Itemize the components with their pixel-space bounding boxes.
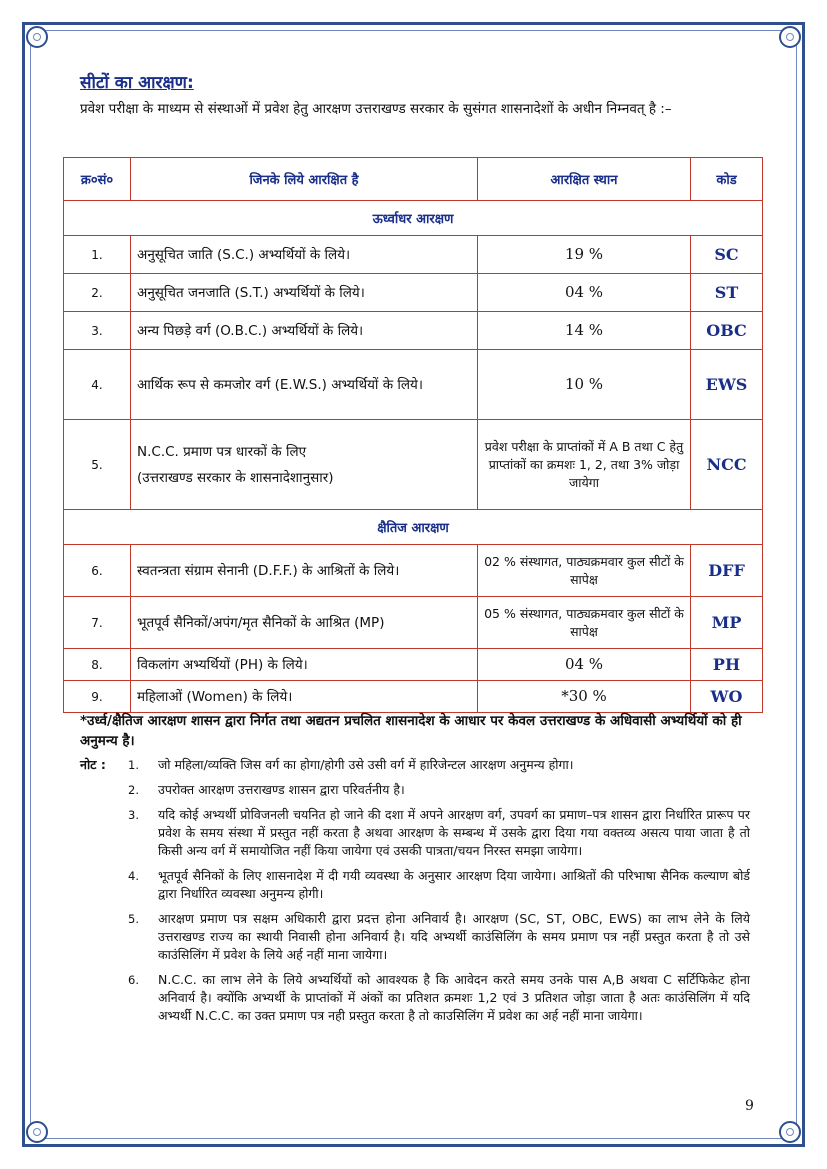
section-row (64, 201, 763, 236)
ncc-description-line1: N.C.C. प्रमाण पत्र धारकों के लिए (137, 443, 307, 460)
row-code: DFF (691, 545, 763, 597)
header-reserved-seats: आरक्षित स्थान (478, 158, 691, 201)
note-item (128, 867, 750, 903)
note-text: यदि कोई अभ्यर्थी प्रोविजनली चयनित हो जाने की दशा में अपने आरक्षण वर्ग, उपवर्ग का प्रमाण–पत्र शासन द्वारा निर्धारित प्रारूप पर प्रवेश के समय संस्था में प्रस्तुत नहीं करता है अथवा आरक्षण के सम्बन्ध में उसके द्वारा दिया गया वक्तव्य असत्य पाया जाता है तो किसी अन्य वर्ग में समायोजित नहीं किया जायेगा एवं उसकी पात्रता/चयन निरस्त समझा जायेगा। (158, 807, 750, 858)
row-description: विकलांग अभ्यर्थियों (PH) के लिये। (131, 649, 478, 681)
note-number: 2. (128, 783, 139, 797)
ncc-description-line2: (उत्तराखण्ड सरकार के शासनादेशानुसार) (137, 469, 334, 486)
row-reserved-place: 10 % (478, 350, 691, 420)
reservation-table (63, 157, 763, 713)
row-number: 9. (64, 681, 131, 713)
row-code: PH (691, 649, 763, 681)
section-row (64, 510, 763, 545)
note-item (128, 806, 750, 860)
table-header-row (64, 158, 763, 201)
note-label: नोट : (80, 757, 106, 772)
note-item (128, 971, 750, 1025)
row-reserved-place: प्रवेश परीक्षा के प्राप्तांकों में A B तथा C हेतु प्राप्तांकों का क्रमशः 1, 2, तथा 3% जोड़ा जायेगा (478, 420, 691, 510)
table-row (64, 420, 763, 510)
row-code: SC (691, 236, 763, 274)
row-reserved-place: 05 % संस्थागत, पाठ्यक्रमवार कुल सीटों के सापेक्ष (478, 597, 691, 649)
row-number: 7. (64, 597, 131, 649)
note-text: N.C.C. का लाभ लेने के लिये अभ्यर्थियों को आवश्यक है कि आवेदन करते समय उनके पास A,B अथवा C सर्टिफिकेट होना अनिवार्य है। क्योंकि अभ्यर्थी के प्राप्तांकों में अंकों का प्रतिशत क्रमशः 1,2 एवं 3 प्रतिशत जोड़ा जाता है अतः काउंसिलिंग में यदि अभ्यर्थी N.C.C. का उक्त प्रमाण पत्र नही प्रस्तुत करता है तो काउसिलिंग में प्रवेश का अर्ह नहीं माना जायेगा। (158, 972, 750, 1023)
row-reserved-place: 14 % (478, 312, 691, 350)
row-reserved-place: 02 % संस्थागत, पाठ्यक्रमवार कुल सीटों के सापेक्ष (478, 545, 691, 597)
row-code: MP (691, 597, 763, 649)
note-text: भूतपूर्व सैनिकों के लिए शासनादेश में दी गयी व्यवस्था के अनुसार आरक्षण दिया जायेगा। आश्रितों की परिभाषा सैनिक कल्याण बोर्ड द्वारा निर्धारित व्यवस्था अनुमन्य होगी। (158, 868, 750, 901)
row-code: ST (691, 274, 763, 312)
note-text: जो महिला/व्यक्ति जिस वर्ग का होगा/होगी उसे उसी वर्ग में हारिजेन्टल आरक्षण अनुमन्य होगा। (158, 757, 574, 772)
row-description: स्वतन्त्रता संग्राम सेनानी (D.F.F.) के आश्रितों के लिये। (131, 545, 478, 597)
row-number: 5. (64, 420, 131, 510)
table-row (64, 597, 763, 649)
reservation-footnote: *उर्ध्व/क्षैतिज आरक्षण शासन द्वारा निर्गत तथा अद्यतन प्रचलित शासनादेश के आधार पर केवल उत्तराखण्ड के अधिवासी अभ्यर्थियों को ही अनुमन्य है। (80, 713, 742, 749)
header-serial: क्र०सं० (64, 158, 131, 201)
row-description: अन्य पिछड़े वर्ग (O.B.C.) अभ्यर्थियों के लिये। (131, 312, 478, 350)
row-code: WO (691, 681, 763, 713)
table-row (64, 350, 763, 420)
corner-ornament (26, 1121, 48, 1143)
row-description: अनुसूचित जनजाति (S.T.) अभ्यर्थियों के लिये। (131, 274, 478, 312)
row-code: NCC (691, 420, 763, 510)
row-number: 1. (64, 236, 131, 274)
row-reserved-place: 04 % (478, 649, 691, 681)
notes-list (128, 756, 750, 1032)
table-row (64, 545, 763, 597)
row-description-ncc (131, 420, 478, 510)
note-number: 4. (128, 869, 139, 883)
note-number: 1. (128, 758, 139, 772)
page-number: 9 (745, 1098, 754, 1114)
table-row (64, 312, 763, 350)
row-number: 2. (64, 274, 131, 312)
note-text: आरक्षण प्रमाण पत्र सक्षम अधिकारी द्वारा प्रदत्त होना अनिवार्य है। आरक्षण (SC, ST, OBC, EWS) का लाभ लेने के लिये उत्तराखण्ड राज्य का स्थायी निवासी होना अनिवार्य है। यदि अभ्यर्थी काउंसिलिंग के समय प्रमाण पत्र नहीं प्रस्तुत करता है तो उसे काउंसिलिंग में प्रवेश के लिये अर्ह नहीं माना जायेगा। (158, 911, 750, 962)
corner-ornament (779, 26, 801, 48)
note-number: 3. (128, 808, 139, 822)
corner-ornament (26, 26, 48, 48)
section-horizontal-reservation: क्षैतिज आरक्षण (64, 510, 763, 545)
note-number: 6. (128, 973, 139, 987)
note-text: उपरोक्त आरक्षण उत्तराखण्ड शासन द्वारा परिवर्तनीय है। (158, 782, 405, 797)
row-description: महिलाओं (Women) के लिये। (131, 681, 478, 713)
row-number: 4. (64, 350, 131, 420)
corner-ornament (779, 1121, 801, 1143)
section-vertical-reservation: ऊर्ध्वाधर आरक्षण (64, 201, 763, 236)
header-reserved-for: जिनके लिये आरक्षित है (131, 158, 478, 201)
table-row (64, 649, 763, 681)
row-number: 6. (64, 545, 131, 597)
header-code: कोड (691, 158, 763, 201)
row-reserved-place: *30 % (478, 681, 691, 713)
table-row (64, 681, 763, 713)
row-number: 3. (64, 312, 131, 350)
note-item (128, 910, 750, 964)
intro-paragraph: प्रवेश परीक्षा के माध्यम से संस्थाओं में प्रवेश हेतु आरक्षण उत्तराखण्ड सरकार के सुसंगत शासनादेशों के अधीन निम्नवत् है :– (80, 101, 672, 117)
page-heading: सीटों का आरक्षण: (80, 73, 194, 93)
row-code: OBC (691, 312, 763, 350)
note-item (128, 756, 750, 774)
row-reserved-place: 04 % (478, 274, 691, 312)
row-code: EWS (691, 350, 763, 420)
note-item (128, 781, 750, 799)
table-row (64, 274, 763, 312)
row-reserved-place: 19 % (478, 236, 691, 274)
table-row (64, 236, 763, 274)
row-description: आर्थिक रूप से कमजोर वर्ग (E.W.S.) अभ्यर्थियों के लिये। (131, 350, 478, 420)
row-description: अनुसूचित जाति (S.C.) अभ्यर्थियों के लिये। (131, 236, 478, 274)
row-number: 8. (64, 649, 131, 681)
row-description: भूतपूर्व सैनिकों/अपंग/मृत सैनिकों के आश्रित (MP) (131, 597, 478, 649)
note-number: 5. (128, 912, 139, 926)
